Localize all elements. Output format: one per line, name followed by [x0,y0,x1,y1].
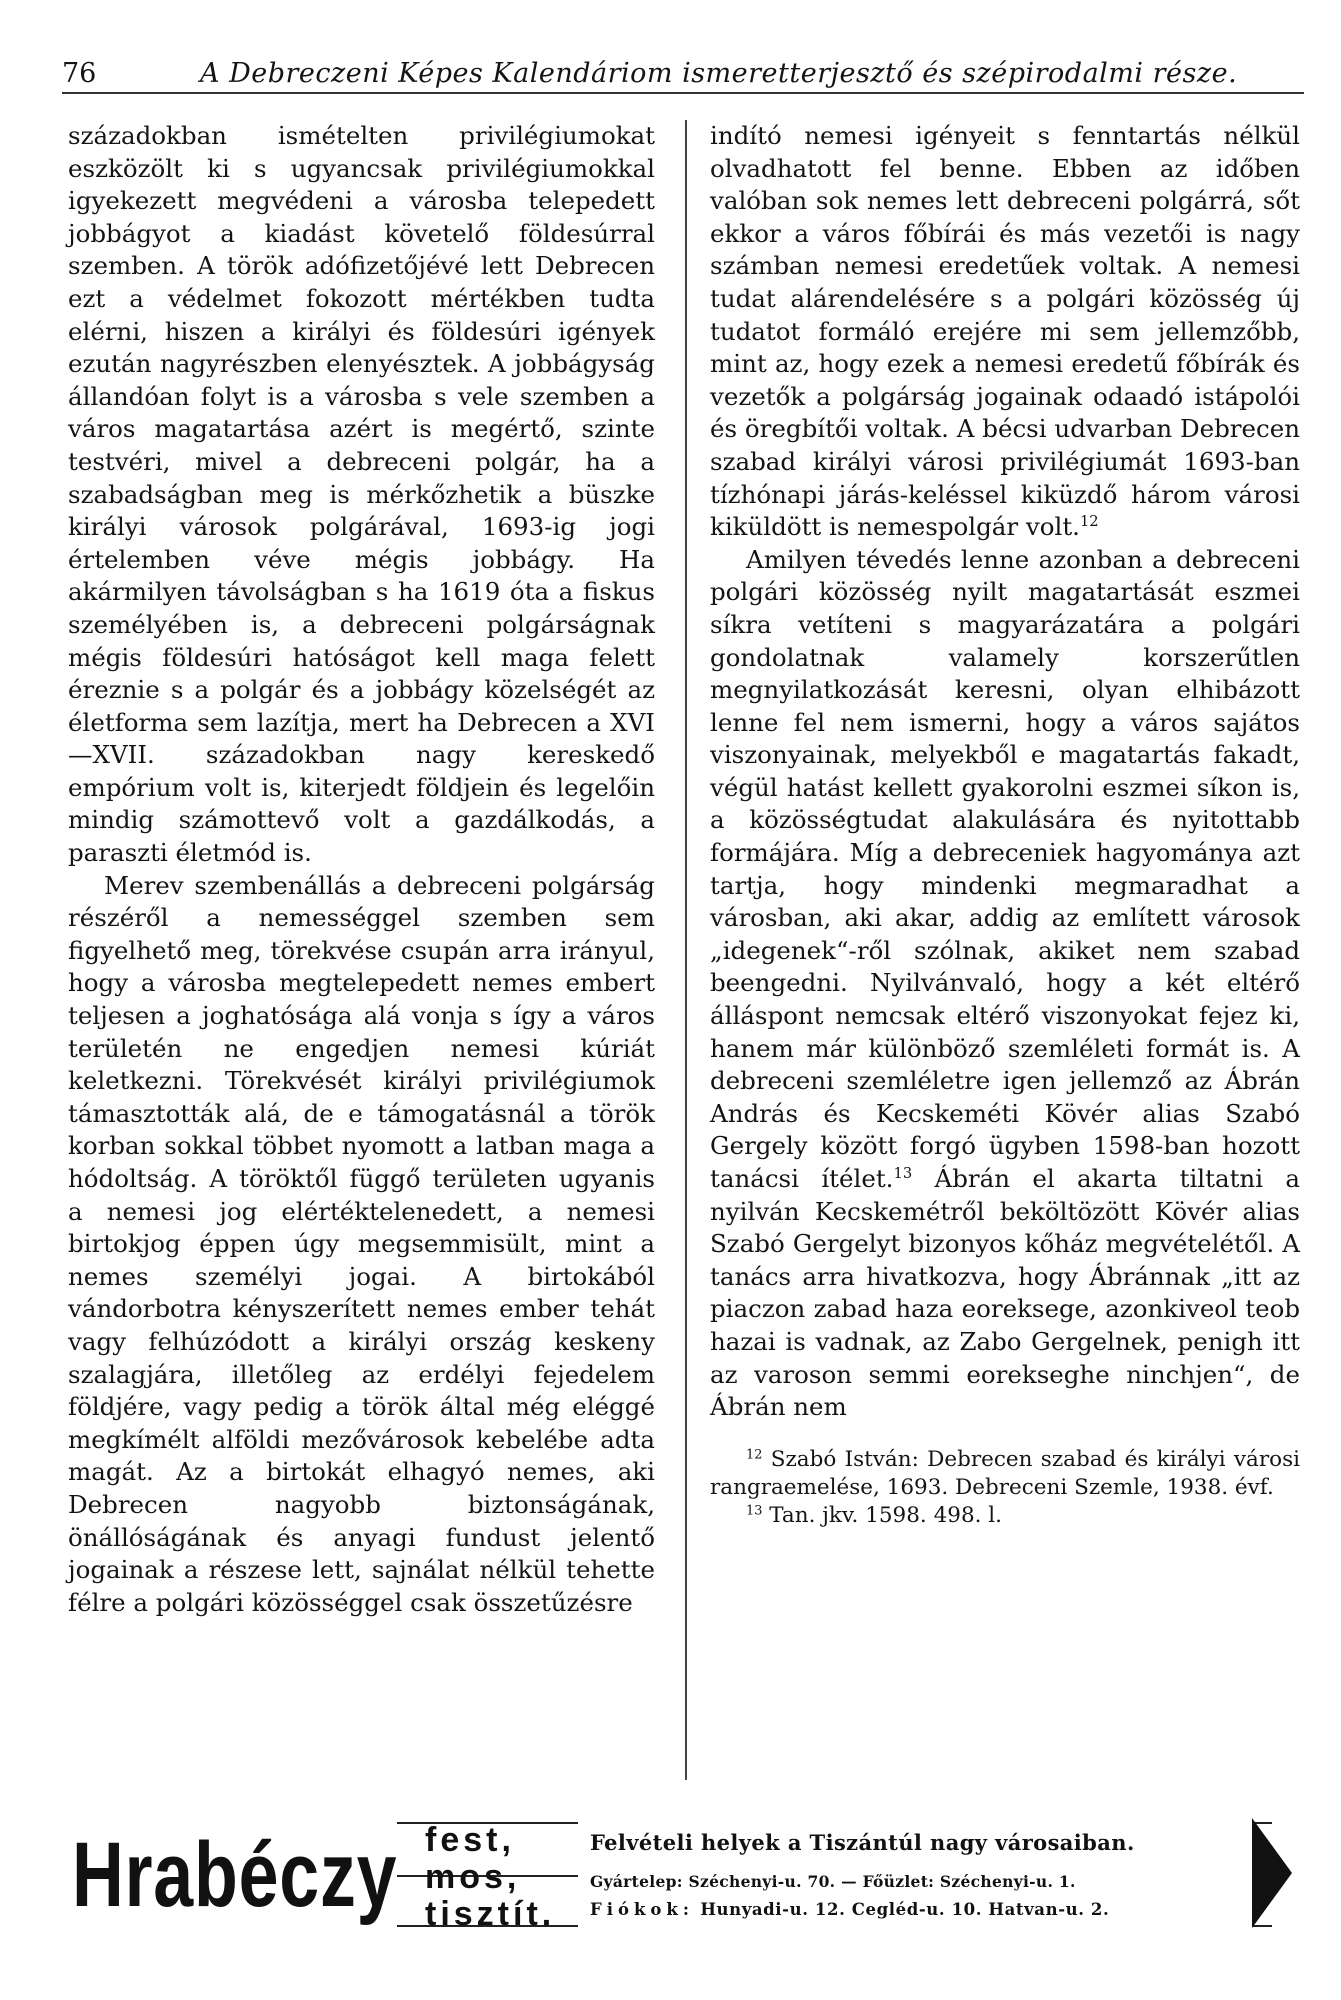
left-paragraph-1: századokban ismételten privilégiumokat eszközölt ki s ugyancsak privilégiumokkal igyekezett megvédeni a városba telepedett jobbágyot a kiadást követelő földesúrral szemben. A török adófizetőjévé lett Debrecen ezt a védelmet fokozott mértékben tudta elérni, hiszen a királyi és földesúri igények ezután nagyrészben elenyésztek. A jobbágyság állandóan folyt is a városba s vele szemben a város magatartása azért is megértő, szinte testvéri, mivel a debreceni polgár, ha a szabadságban meg is mérkőzhetik a büszke királyi városok polgárával, 1693-ig jogi értelemben véve mégis jobbágy. Ha akármilyen távolságban s ha 1619 óta a fiskus személyében is, a debreceni polgárságnak mégis földesúri hatóságot kell maga felett éreznie s a polgár és a jobbágy közelségét az életforma sem lazítja, mert ha Debrecen a XVI—XVII. századokban nagy kereskedő empórium volt is, kiterjedt földjein és legelőin mindig számottevő volt a gazdálkodás, a paraszti életmód is. [68,121,655,868]
ad-service: tisztít. [425,1895,556,1933]
footnote-mark: 12 [746,1447,763,1463]
ad-service: mos, [425,1858,521,1896]
right-paragraph-2 [710,544,1300,1424]
right-paragraph-2-text-a: Amilyen tévedés lenne azonban a debreceni polgári közösség nyilt magatartását eszmei síkra vetíteni s magyarázatára a polgári gondolatnak valamely korszerűtlen megnyilatkozását keresni, olyan elhibázott lenne fel nem ismerni, hogy a város sajátos viszonyainak, melyekből e magatartás fakadt, végül hatást kellett gyakorolni eszmei síkon is, a közösségtudat alakulására és nyitottabb formájára. Míg a debreceniek hagyománya azt tartja, hogy mindenki megmaradhat a városban, aki akar, addig az említett városok „idegenek“-ről szólnak, akiket nem szabad beengedni. Nyilvánvaló, hogy a két eltérő álláspont nemcsak eltérő viszonyokat fejez ki, hanem már különböző szemléleti formát is. A debreceni szemléletre igen jellemző az Ábrán András és Kecskeméti Kövér alias Szabó Gergely között forgó ügyben 1598-ban hozott tanácsi ítélet. [710,544,1300,1193]
ad-branches-list: Hunyadi-u. 12. Cegléd-u. 10. Hatvan-u. 2. [700,1900,1110,1919]
running-title: A Debreczeni Képes Kalendáriom ismeretterjesztő és szépirodalmi része. [200,58,1238,89]
ad-shop-label: Főüzlet: [862,1872,935,1891]
ad-shop-address: Széchenyi-u. 1. [939,1872,1076,1891]
footnote-ref-13: 13 [893,1165,913,1183]
ad-headline: Felvételi helyek a Tiszántúl nagy városaiban. [590,1830,1135,1855]
right-column [710,120,1300,1530]
ad-factory-label: Gyártelep: [590,1872,683,1891]
ad-arrow-icon [1252,1818,1292,1928]
footnote-text: Tan. jkv. 1598. 498. l. [762,1502,1003,1528]
left-paragraph-2: Merev szembenállás a debreceni polgárság részéről a nemességgel szemben sem figyelhető meg, törekvése csupán arra irányul, hogy a városba megtelepedett nemes embert teljesen a joghatósága alá vonja s így a város területén ne engedjen nemesi kúriát keletkezni. Törekvését királyi privilégiumok támasztották alá, de e támogatásnál a török korban sokkal többet nyomott a latban maga a hódoltság. A töröktől függő területen ugyanis a nemesi jog elértéktelenedett, a nemesi birtokjog éppen úgy megsemmisült, mint a nemes személyi jogai. A birtokából vándorbotra kényszerített nemes ember tehát vagy felhúzódott a királyi ország keskeny szalagjára, illetőleg az erdélyi fejedelem földjére, vagy pedig a török által még eléggé megkímélt alföldi mezővárosok kebelébe adta magát. Az a birtokát elhagyó nemes, aki Debrecen nagyobb biztonságának, önállóságának és anyagi fundust jelentő jogainak a részese lett, sajnálat nélkül tehette félre a polgári közösséggel csak összetűzésre [68,870,655,1617]
ad-services [425,1822,575,1934]
page-number: 76 [62,58,97,89]
ad-addresses [590,1872,1076,1891]
right-paragraph-2-text-b: Ábrán el akarta tiltatni a nyilván Kecskemétről beköltözött Kövér alias Szabó Gergelyt bizonyos kőház megvételétől. A tanács arra hivatkozva, hogy Ábránnak „itt az piaczon zabad haza eoreksege, azonkiveol teob hazai is vadnak, az Zabo Gergelnek, penigh itt az varoson semmi eorekseghe ninchjen“, de Ábrán nem [710,1164,1300,1422]
ad-factory-address: Széchenyi-u. 70. [688,1872,836,1891]
header-rule [62,92,1304,94]
column-divider [685,120,687,1780]
footnote-mark: 13 [746,1503,763,1519]
right-paragraph-1 [710,120,1300,544]
ad-branches [590,1900,1109,1919]
ad-service: fest, [425,1821,515,1859]
footnote-12 [710,1446,1300,1502]
left-column [68,120,655,1619]
ad-brand-name: Hrabéczy [72,1824,398,1926]
ad-branches-label: Fiókok: [590,1900,694,1919]
right-paragraph-1-text: indító nemesi igényeit s fenntartás nélkül olvadhatott fel benne. Ebben az időben valóban sok nemes lett debreceni polgárrá, sőt ekkor a város főbírái és más vezetői is nagy számban nemesi eredetűek voltak. A nemesi tudat alárendelésére s a polgári közösség új tudatot formáló erejére mi sem jellemzőbb, mint az, hogy ezek a nemesi eredetű főbírák és vezetők a polgárság jogainak odaadó istápolói és öregbítői voltak. A bécsi udvarban Debrecen szabad királyi városi privilégiumát 1693-ban tízhónapi járás-keléssel kiküzdő három városi kiküldött is nemespolgár volt. [710,121,1300,542]
footnote-ref-12: 12 [1079,513,1099,531]
ad-dash: — [841,1872,857,1891]
footnote-13 [710,1502,1300,1530]
footnote-text: Szabó István: Debrecen szabad és királyi városi rangraemelése, 1693. Debreceni Szemle, 1938. évf. [710,1446,1300,1500]
